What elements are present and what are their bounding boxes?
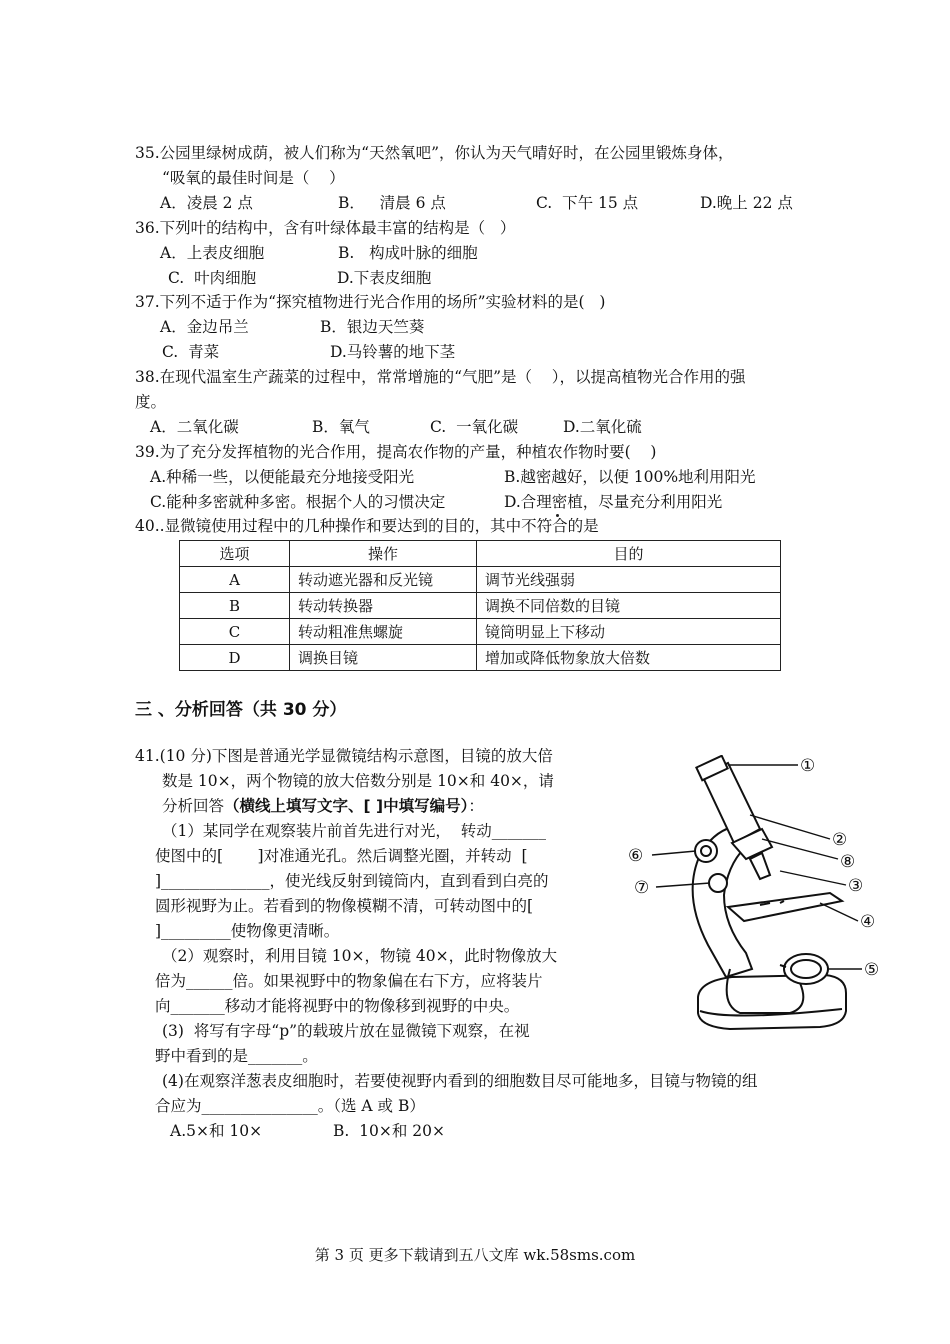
- q36-stem: 36.下列叶的结构中，含有叶绿体最丰富的结构是（ ）: [135, 219, 516, 237]
- q41-p1-line2: 使图中的[ ]对准通光孔。然后调整光圈，并转动 [: [155, 847, 528, 865]
- q41-line3-text: 分析回答: [162, 797, 225, 815]
- q35-stem-line1: 35.公园里绿树成荫，被人们称为“天然氧吧”，你认为天气晴好时，在公园里锻炼身体，: [135, 144, 734, 162]
- microscope-stage: [728, 893, 842, 921]
- q39-option-c: C.能种多密就种多密。根据个人的习惯决定: [150, 493, 446, 511]
- q36-option-b: B. 构成叶脉的细胞: [338, 244, 478, 262]
- q37-stem: 37.下列不适于作为“探究植物进行光合作用的场所”实验材料的是( ): [135, 293, 606, 311]
- table-row: [180, 593, 781, 619]
- q38-option-a: A．二氧化碳: [150, 418, 239, 436]
- q36-option-a: A．上表皮细胞: [160, 244, 265, 262]
- q35-option-d: D.晚上 22 点: [700, 194, 793, 212]
- q38-option-c: C. 一氧化碳: [430, 418, 519, 436]
- label-6: ⑥: [628, 846, 644, 866]
- q41-option-a: A.5×和 10×: [170, 1122, 263, 1140]
- q37-option-c: C. 青菜: [162, 343, 220, 361]
- q38-option-b: B．氧气: [312, 418, 370, 436]
- q41-p2-line3: 向_______移动才能将视野中的物像移到视野的中央。: [155, 997, 520, 1015]
- leader-8: [762, 839, 838, 859]
- q38-option-d: D.二氧化硫: [563, 418, 642, 436]
- table-header-row: [180, 541, 781, 567]
- q41-p4-line1: (4)在观察洋葱表皮细胞时，若要使视野内看到的细胞数目尽可能地多，目镜与物镜的组: [162, 1072, 758, 1090]
- q35-option-c: C. 下午 15 点: [536, 194, 639, 212]
- table-cell: 转动粗准焦螺旋: [290, 619, 477, 645]
- q36-option-d: D.下表皮细胞: [337, 269, 432, 287]
- table-cell: 增加或降低物象放大倍数: [477, 645, 781, 671]
- label-8: ⑧: [840, 852, 856, 872]
- q41-p2-line1: （2）观察时，利用目镜 10×，物镜 40×，此时物像放大: [162, 947, 558, 965]
- table-row: [180, 645, 781, 671]
- q41-p4-line2: 合应为_______________。（选 A 或 B）: [155, 1097, 425, 1115]
- table-header-cell: 选项: [180, 541, 290, 567]
- table-cell: 调节光线强弱: [477, 567, 781, 593]
- q35-option-a: A．凌晨 2 点: [160, 194, 253, 212]
- coarse-focus-knob: [695, 840, 717, 862]
- q39-stem: 39.为了充分发挥植物的光合作用，提高农作物的产量，种植农作物时要( ): [135, 443, 657, 461]
- table-cell: 转动转换器: [290, 593, 477, 619]
- q37-option-b: B．银边天竺葵: [320, 318, 425, 336]
- table-cell: D: [180, 645, 290, 671]
- label-2: ②: [832, 830, 848, 850]
- section-title: 三 、分析回答（共 30 分）: [135, 700, 347, 720]
- q41-line3: [162, 795, 484, 817]
- q41-p1-line5: ]_________使物像更清晰。: [155, 922, 340, 940]
- table-cell: 镜筒明显上下移动: [477, 619, 781, 645]
- leader-4: [820, 903, 858, 921]
- table-row: [180, 619, 781, 645]
- page-footer: 第 3 页 更多下载请到五八文库 wk.58sms.com: [314, 1246, 636, 1264]
- label-5: ⑤: [864, 960, 880, 980]
- leader-6: [652, 851, 696, 855]
- q41-p2-line2: 倍为______倍。如果视野中的物象偏在右下方，应将装片: [155, 972, 543, 990]
- label-7: ⑦: [634, 878, 650, 898]
- label-4: ④: [860, 912, 876, 932]
- q41-instruction-bold: （横线上填写文字、[ ]中填写编号）: [224, 797, 469, 815]
- q35-stem-line2: “吸氧的最佳时间是（ ）: [162, 169, 345, 187]
- leader-3: [780, 871, 846, 885]
- q39-option-b: B.越密越好，以便 100%地利用阳光: [504, 468, 756, 486]
- q41-line1: 41.(10 分)下图是普通光学显微镜结构示意图，目镜的放大倍: [135, 747, 553, 765]
- q41-p3-line2: 野中看到的是_______。: [155, 1047, 318, 1065]
- q36-option-c: C. 叶肉细胞: [168, 269, 257, 287]
- microscope-diagram: [620, 755, 900, 1040]
- q38-stem-line1: 38.在现代温室生产蔬菜的过程中，常常增施的“气肥”是（ ），以提高植物光合作用的强: [135, 368, 746, 386]
- q41-line2: 数是 10×，两个物镜的放大倍数分别是 10×和 40×，请: [162, 772, 554, 790]
- fine-focus-knob: [709, 874, 727, 892]
- table-cell: A: [180, 567, 290, 593]
- table-cell: 转动遮光器和反光镜: [290, 567, 477, 593]
- q38-stem-line2: 度。: [135, 393, 167, 411]
- q37-option-a: A．金边吊兰: [160, 318, 249, 336]
- q41-option-b: B. 10×和 20×: [333, 1122, 446, 1140]
- q41-p3-line1: (3) 将写有字母“p”的载玻片放在显微镜下观察，在视: [162, 1022, 530, 1040]
- q41-p1-line3: ]______________，使光线反射到镜筒内，直到看到白亮的: [155, 872, 549, 890]
- table-row: [180, 567, 781, 593]
- q41-p1-line1: （1）某同学在观察装片前首先进行对光， 转动_______: [162, 822, 546, 840]
- table-cell: B: [180, 593, 290, 619]
- table-header-cell: 目的: [477, 541, 781, 567]
- microscope-base: [698, 975, 846, 1029]
- q35-option-b: B． 清晨 6 点: [338, 194, 446, 212]
- q41-line3-end: ：: [468, 797, 484, 815]
- table-cell: 调换不同倍数的目镜: [477, 593, 781, 619]
- label-3: ③: [848, 876, 864, 896]
- q40-table: [179, 540, 781, 671]
- table-cell: 调换目镜: [290, 645, 477, 671]
- label-1: ①: [800, 756, 816, 776]
- objective-lens: [750, 853, 770, 879]
- q39-option-d: D.合理密植，尽量充分利用阳光: [504, 493, 723, 511]
- table-header-cell: 操作: [290, 541, 477, 567]
- q37-option-d: D.马铃薯的地下茎: [330, 343, 456, 361]
- table-cell: C: [180, 619, 290, 645]
- q41-p1-line4: 圆形视野为止。若看到的物像模糊不清，可转动图中的[: [155, 897, 534, 915]
- q40-stem: 40..显微镜使用过程中的几种操作和要达到的目的，其中不符合的是: [135, 517, 599, 535]
- emphasis-dot: [556, 514, 559, 517]
- q39-option-a: A.种稀一些，以便能最充分地接受阳光: [150, 468, 415, 486]
